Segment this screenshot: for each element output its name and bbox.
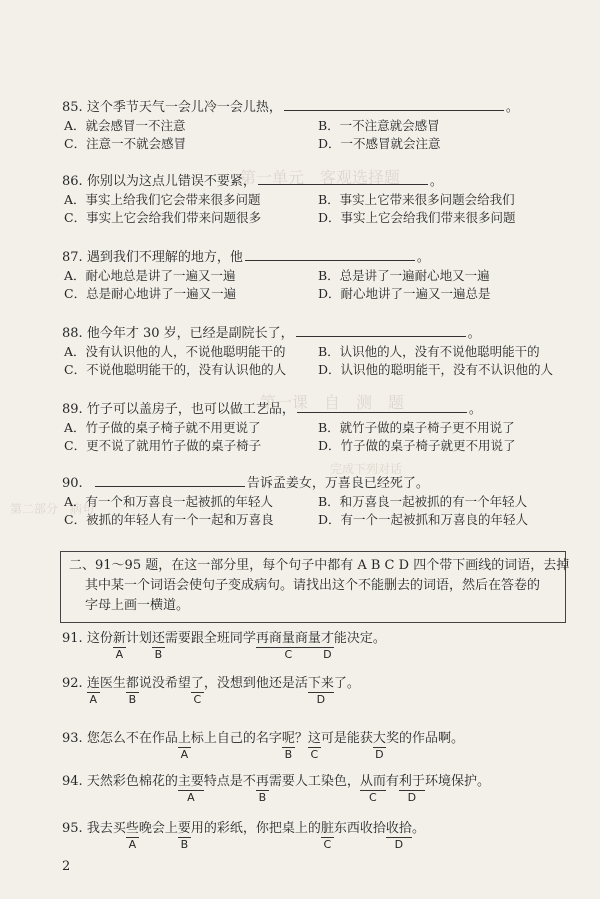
option-c[interactable]: C．被抓的年轻人有一个一起和万喜良	[64, 512, 274, 527]
section-instructions	[60, 551, 570, 623]
sentence-text: 您怎么不在作品	[86, 731, 178, 746]
option-a[interactable]: A．事实上给我们它会带来很多问题	[64, 192, 261, 207]
question-number: 93.	[62, 731, 87, 746]
choice-letter: A	[180, 748, 189, 761]
underlined-choice-d[interactable]: 利于 D	[398, 774, 425, 804]
sentence-text: 东西收拾	[333, 821, 386, 836]
question-number: 92.	[62, 676, 87, 691]
question-stem: 这个季节天气一会儿冷一会儿热，	[86, 100, 282, 115]
choice-letter: B	[128, 693, 137, 706]
choice-letter: B	[180, 838, 189, 851]
option-c[interactable]: C．更不说了就用竹子做的桌子椅子	[64, 438, 262, 453]
choice-letter: D	[407, 791, 417, 804]
question-89: 89. 竹子可以盖房子，也可以做工艺品， 。 A．竹子做的桌子椅子就不用更说了 B．就竹子做的桌子椅子更不用说了 C．更不说了就用竹子做的桌子椅子 D．竹子做的桌子椅子就更不用说了	[62, 402, 516, 453]
option-d[interactable]: D．竹子做的桌子椅子就更不用说了	[318, 438, 516, 453]
underlined-choice-a[interactable]: 主要 A	[177, 774, 204, 804]
sentence-text: 晚会上	[138, 821, 178, 836]
underlined-choice-c[interactable]: 从而 C	[359, 774, 386, 804]
underlined-choice-c[interactable]: 再商量商量 C	[255, 631, 321, 661]
underlined-choice-b[interactable]: 再 B	[255, 774, 269, 804]
question-88: 88. 他今年才 30 岁，已经是副院长了， 。 A．没有认识他的人，不说他聪明能干的 B．认识他的人，没有不说他聪明能干的 C．不说他聪明能干的，没有认识他的人 D．认识他的聪明能干，没有不认识他的人	[62, 326, 554, 377]
question-stem: 竹子可以盖房子，也可以做工艺品，	[86, 402, 295, 417]
underlined-choice-c[interactable]: 脏 C	[320, 821, 334, 851]
sentence-text: 我去买	[86, 821, 126, 836]
option-d[interactable]: D．一不感冒就会注意	[318, 136, 441, 151]
option-b[interactable]: B．认识他的人，没有不说他聪明能干的	[318, 344, 540, 359]
underlined-choice-b[interactable]: 要 B	[177, 821, 191, 851]
ghost-text: 第一单元 客观选择题	[240, 168, 401, 187]
option-a[interactable]: A．耐心地总是讲了一遍又一遍	[64, 268, 236, 283]
choice-letter: C	[284, 648, 293, 661]
ghost-text: 第二部分 病句	[10, 502, 95, 516]
option-b[interactable]: B．事实上它带来很多问题会给我们	[318, 192, 515, 207]
choice-letter: D	[323, 648, 332, 661]
question-number: 95.	[62, 821, 87, 836]
sentence-text: 奖的作品啊。	[385, 731, 464, 746]
choice-letter: A	[128, 838, 137, 851]
sentence-text: 特点是不	[203, 774, 256, 789]
sentence-text: 医生	[99, 676, 126, 691]
question-number: 86.	[62, 174, 83, 189]
option-b[interactable]: B．和万喜良一起被抓的有一个年轻人	[318, 494, 528, 509]
option-c[interactable]: C．事实上它会给我们带来问题很多	[64, 210, 262, 225]
question-stem: 遇到我们不理解的地方，他	[86, 250, 243, 265]
instruction-line: 其中某一个词语会使句子变成病句。请找出这个不能删去的词语，然后在答卷的	[85, 578, 541, 593]
underlined-choice-c[interactable]: 了 C	[190, 676, 204, 706]
sentence-text: 环境保护。	[424, 774, 490, 789]
underlined-choice-a[interactable]: 上 A	[177, 731, 191, 761]
underlined-choice-d[interactable]: 收拾 D	[385, 821, 412, 851]
choice-letter: A	[115, 648, 124, 661]
question-stem: 他今年才 30 岁，已经是副院长了，	[86, 326, 294, 341]
ghost-text: 完成下列对话	[330, 462, 403, 476]
question-91	[62, 631, 386, 661]
sentence-text: 标上自己的名字	[190, 731, 282, 746]
underlined-choice-d[interactable]: 下来 D	[307, 676, 334, 706]
option-b[interactable]: B．一不注意就会感冒	[318, 118, 440, 133]
question-87: 87. 遇到我们不理解的地方，他 。 A．耐心地总是讲了一遍又一遍 B．总是讲了一遍耐心地又一遍 C．总是耐心地讲了一遍又一遍 D．耐心地讲了一遍又一遍总是	[62, 250, 491, 301]
sentence-text: 可是能获	[320, 731, 373, 746]
underlined-choice-b[interactable]: 都 B	[125, 676, 139, 706]
underlined-choice-b[interactable]: 呢 B	[281, 731, 295, 761]
underlined-choice-a[interactable]: 些 A	[125, 821, 139, 851]
option-c[interactable]: C．总是耐心地讲了一遍又一遍	[64, 286, 237, 301]
sentence-text: 用的彩纸，你把桌上的	[190, 821, 321, 836]
choice-letter: C	[369, 791, 377, 804]
question-number: 91.	[62, 631, 87, 646]
question-93	[62, 731, 464, 761]
sentence-text: ，没想到他还是活	[203, 676, 308, 691]
question-number: 87.	[62, 250, 83, 265]
option-d[interactable]: D．事实上它会给我们带来很多问题	[318, 210, 516, 225]
underlined-choice-b[interactable]: 还 B	[151, 631, 165, 661]
sentence-text: ？	[294, 731, 308, 746]
sentence-text: 说没希望	[138, 676, 191, 691]
option-c[interactable]: C．注意一不就会感冒	[64, 136, 187, 151]
instruction-line: 二、91～95 题，在这一部分里，每个句子中都有 A B C D 四个带下画线的词语，去掉	[69, 558, 570, 573]
choice-letter: C	[193, 693, 202, 706]
option-b[interactable]: B．总是讲了一遍耐心地又一遍	[318, 268, 490, 283]
choice-letter: D	[375, 748, 384, 761]
answer-blank[interactable]	[258, 172, 428, 185]
choice-letter: B	[258, 791, 267, 804]
sentence-text: 这份	[86, 631, 113, 646]
question-stem: 告诉孟姜女，万喜良已经死了。	[246, 476, 429, 491]
question-85: 85. 这个季节天气一会儿冷一会儿热， 。 A．就会感冒一不注意 B．一不注意就会感冒 C．注意一不就会感冒 D．一不感冒就会注意	[62, 100, 519, 151]
sentence-text: 。	[411, 821, 425, 836]
underlined-choice-d[interactable]: 大 D	[372, 731, 386, 761]
question-90	[62, 474, 562, 529]
underlined-choice-d[interactable]: 才 D	[320, 631, 334, 661]
question-number: 94.	[62, 774, 87, 789]
option-b[interactable]: B．就竹子做的桌子椅子更不用说了	[318, 420, 515, 435]
sentence-text: 了。	[333, 676, 360, 691]
choice-letter: C	[310, 748, 319, 761]
choice-letter: C	[323, 838, 332, 851]
choice-letter: D	[394, 838, 404, 851]
page-number: 2	[62, 859, 71, 874]
option-a[interactable]: A．有一个和万喜良一起被抓的年轻人	[64, 494, 274, 509]
answer-blank[interactable]	[245, 248, 415, 261]
question-number: 88.	[62, 326, 83, 341]
choice-letter: D	[316, 693, 326, 706]
question-94	[62, 774, 490, 804]
option-d[interactable]: D．耐心地讲了一遍又一遍总是	[318, 286, 491, 301]
choice-letter: A	[89, 693, 98, 706]
underlined-choice-c[interactable]: 这 C	[307, 731, 321, 761]
answer-blank[interactable]	[296, 324, 466, 337]
answer-blank[interactable]	[95, 474, 245, 487]
question-92	[62, 676, 360, 706]
choice-letter: A	[187, 791, 195, 804]
question-95	[62, 821, 425, 851]
underlined-choice-a[interactable]: 新 A	[112, 631, 126, 661]
instruction-line: 字母上画一横道。	[85, 598, 190, 613]
option-d[interactable]: D．认识他的聪明能干，没有不认识他的人	[318, 362, 554, 377]
option-d[interactable]: D．有一个一起被抓和万喜良的年轻人	[318, 512, 529, 527]
option-c[interactable]: C．不说他聪明能干的，没有认识他的人	[64, 362, 287, 377]
sentence-text: 计划	[125, 631, 152, 646]
question-86: 86. 你别以为这点儿错误不要紧， 。 A．事实上给我们它会带来很多问题 B．事实上它带来很多问题会给我们 C．事实上它会给我们带来问题很多 D．事实上它会给我们带来很多问题	[62, 174, 516, 225]
question-number: 85.	[62, 100, 83, 115]
answer-blank[interactable]	[297, 400, 467, 413]
underlined-choice-a[interactable]: 连 A	[86, 676, 100, 706]
sentence-text: 天然彩色棉花的	[86, 774, 178, 789]
choice-letter: B	[154, 648, 163, 661]
sentence-text: 需要人工染色，	[268, 774, 360, 789]
choice-letter: B	[284, 748, 293, 761]
question-stem: 你别以为这点儿错误不要紧，	[86, 174, 256, 189]
answer-blank[interactable]	[284, 98, 504, 111]
question-number: 90.	[62, 476, 83, 491]
sentence-text: 能决定。	[333, 631, 386, 646]
option-a[interactable]: A．就会感冒一不注意	[64, 118, 186, 133]
option-a[interactable]: A．竹子做的桌子椅子就不用更说了	[64, 420, 261, 435]
question-number: 89.	[62, 402, 83, 417]
sentence-text: 需要跟全班同学	[164, 631, 256, 646]
ghost-text: 第一课 自 测 题	[260, 393, 405, 412]
sentence-text: 有	[385, 774, 399, 789]
option-a[interactable]: A．没有认识他的人，不说他聪明能干的	[64, 344, 286, 359]
